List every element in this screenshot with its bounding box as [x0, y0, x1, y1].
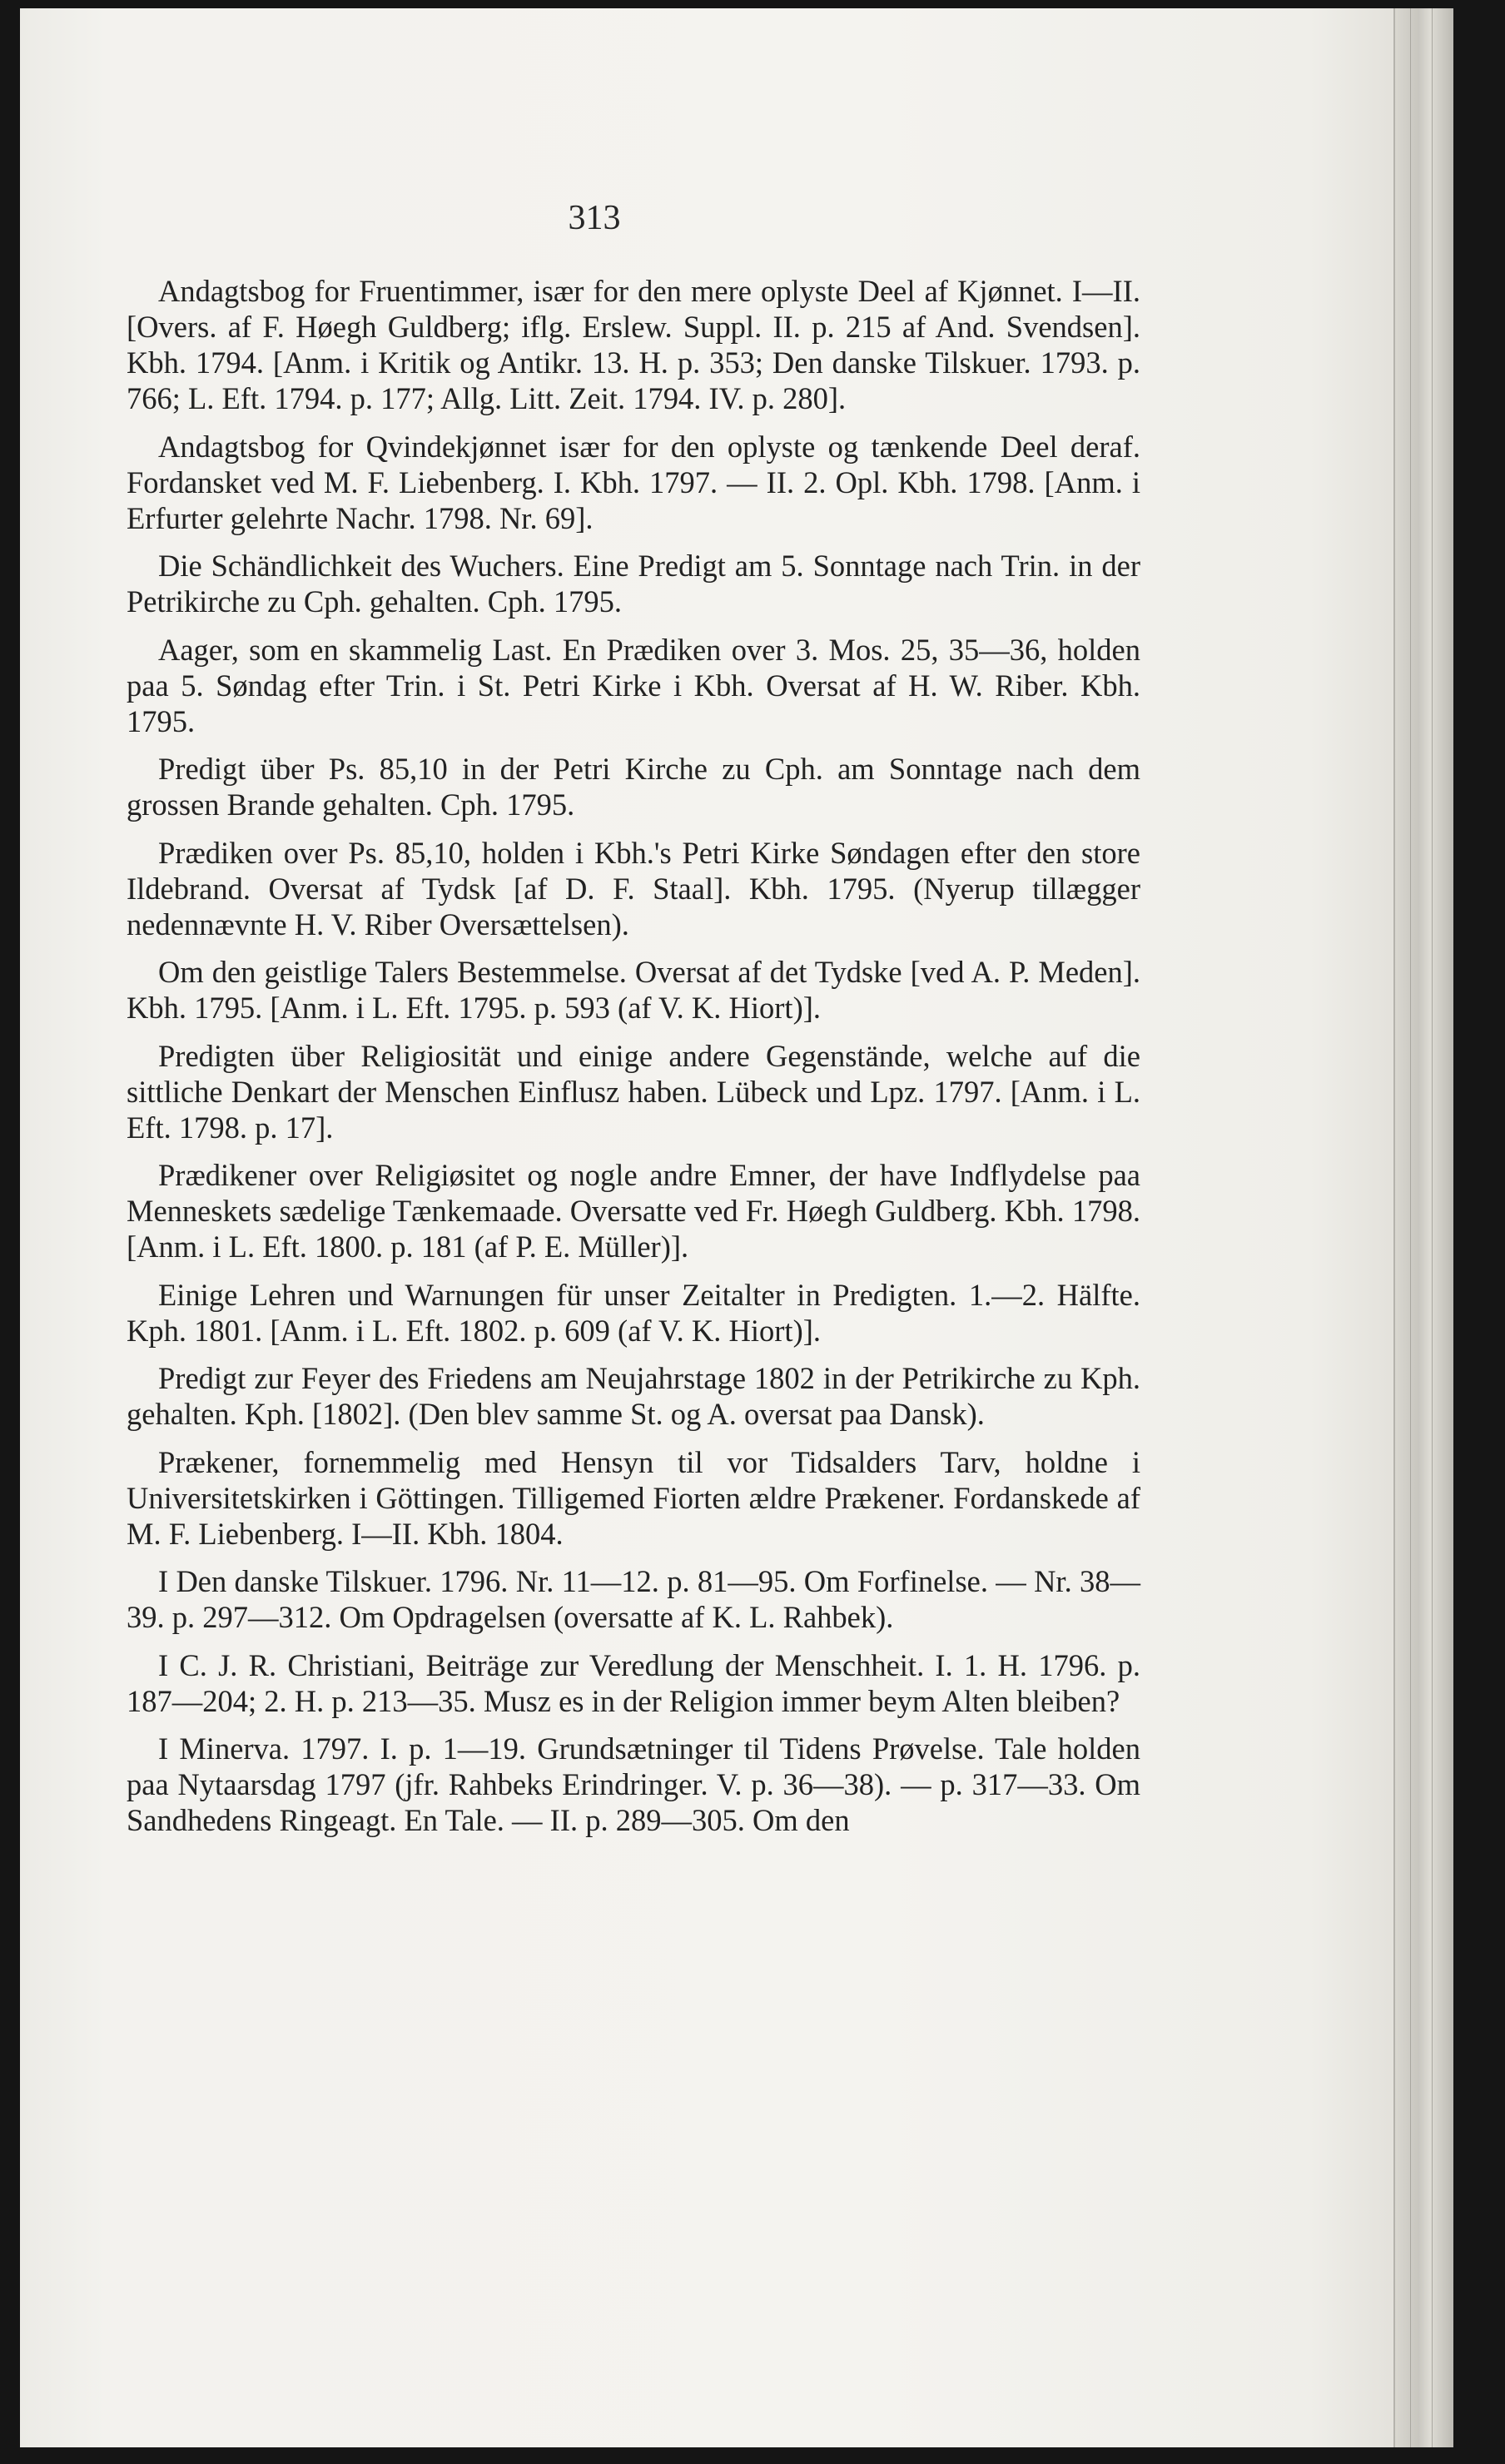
bibliography-text	[127, 273, 1140, 1850]
bibliography-entry: I Minerva. 1797. I. p. 1—19. Grundsætninger til Tidens Prøvelse. Tale holden paa Nytaarsdag 1797 (jfr. Rahbeks Erindringer. V. p. 36—38). — p. 317—33. Om Sandhedens Ringeagt. En Tale. — II. p. 289—305. Om den	[127, 1731, 1140, 1837]
bibliography-entry: I Den danske Tilskuer. 1796. Nr. 11—12. p. 81—95. Om Forfinelse. — Nr. 38—39. p. 297—312. Om Opdragelsen (oversatte af K. L. Rahbek).	[127, 1564, 1140, 1634]
bibliography-entry: Om den geistlige Talers Bestemmelse. Oversat af det Tydske [ved A. P. Meden]. Kbh. 1795. [Anm. i L. Eft. 1795. p. 593 (af V. K. Hiort)].	[127, 955, 1140, 1025]
bibliography-entry: Die Schändlichkeit des Wuchers. Eine Predigt am 5. Sonntage nach Trin. in der Petrikirche zu Cph. gehalten. Cph. 1795.	[127, 549, 1140, 618]
bibliography-entry: Prædiken over Ps. 85,10, holden i Kbh.'s Petri Kirke Søndagen efter den store Ildebrand. Oversat af Tydsk [af D. F. Staal]. Kbh. 1795. (Nyerup tillægger nedennævnte H. V. Riber Oversættelsen).	[127, 835, 1140, 941]
bibliography-entry: Einige Lehren und Warnungen für unser Zeitalter in Predigten. 1.—2. Hälfte. Kph. 1801. [Anm. i L. Eft. 1802. p. 609 (af V. K. Hiort)].	[127, 1277, 1140, 1348]
bibliography-entry: Prækener, fornemmelig med Hensyn til vor Tidsalders Tarv, holdne i Universitetskirken i Göttingen. Tilligemed Fiorten ældre Prækener. Fordanskede af M. F. Liebenberg. I—II. Kbh. 1804.	[127, 1444, 1140, 1551]
page-edge-strip	[1393, 8, 1453, 2447]
bibliography-entry: I C. J. R. Christiani, Beiträge zur Veredlung der Menschheit. I. 1. H. 1796. p. 187—204; 2. H. p. 213—35. Musz es in der Religion immer beym Alten bleiben?	[127, 1647, 1140, 1718]
bibliography-entry: Andagtsbog for Fruentimmer, især for den mere oplyste Deel af Kjønnet. I—II. [Overs. af F. Høegh Guldberg; iflg. Erslew. Suppl. II. p. 215 af And. Svendsen]. Kbh. 1794. [Anm. i Kritik og Antikr. 13. H. p. 353; Den danske Tilskuer. 1793. p. 766; L. Eft. 1794. p. 177; Allg. Litt. Zeit. 1794. IV. p. 280].	[127, 274, 1140, 415]
bibliography-entry: Predigten über Religiosität und einige andere Gegenstände, welche auf die sittliche Denkart der Menschen Einflusz haben. Lübeck und Lpz. 1797. [Anm. i L. Eft. 1798. p. 17].	[127, 1038, 1140, 1145]
bibliography-entry: Prædikener over Religiøsitet og nogle andre Emner, der have Indflydelse paa Menneskets sædelige Tænkemaade. Oversatte ved Fr. Høegh Guldberg. Kbh. 1798. [Anm. i L. Eft. 1800. p. 181 (af P. E. Müller)].	[127, 1158, 1140, 1264]
bibliography-entry: Predigt über Ps. 85,10 in der Petri Kirche zu Cph. am Sonntage nach dem grossen Brande gehalten. Cph. 1795.	[127, 752, 1140, 822]
bibliography-entry: Predigt zur Feyer des Friedens am Neujahrstage 1802 in der Petrikirche zu Kph. gehalten. Kph. [1802]. (Den blev samme St. og A. oversat paa Dansk).	[127, 1361, 1140, 1431]
page-number: 313	[568, 199, 621, 237]
book-page	[20, 8, 1453, 2447]
page-edge-line	[1432, 8, 1433, 2447]
bibliography-entry: Aager, som en skammelig Last. En Prædiken over 3. Mos. 25, 35—36, holden paa 5. Søndag efter Trin. i St. Petri Kirke i Kbh. Oversat af H. W. Riber. Kbh. 1795.	[127, 632, 1140, 738]
page-edge-line	[1410, 8, 1411, 2447]
bibliography-entry: Andagtsbog for Qvindekjønnet især for den oplyste og tænkende Deel deraf. Fordansket ved M. F. Liebenberg. I. Kbh. 1797. — II. 2. Opl. Kbh. 1798. [Anm. i Erfurter gelehrte Nachr. 1798. Nr. 69].	[127, 429, 1140, 535]
